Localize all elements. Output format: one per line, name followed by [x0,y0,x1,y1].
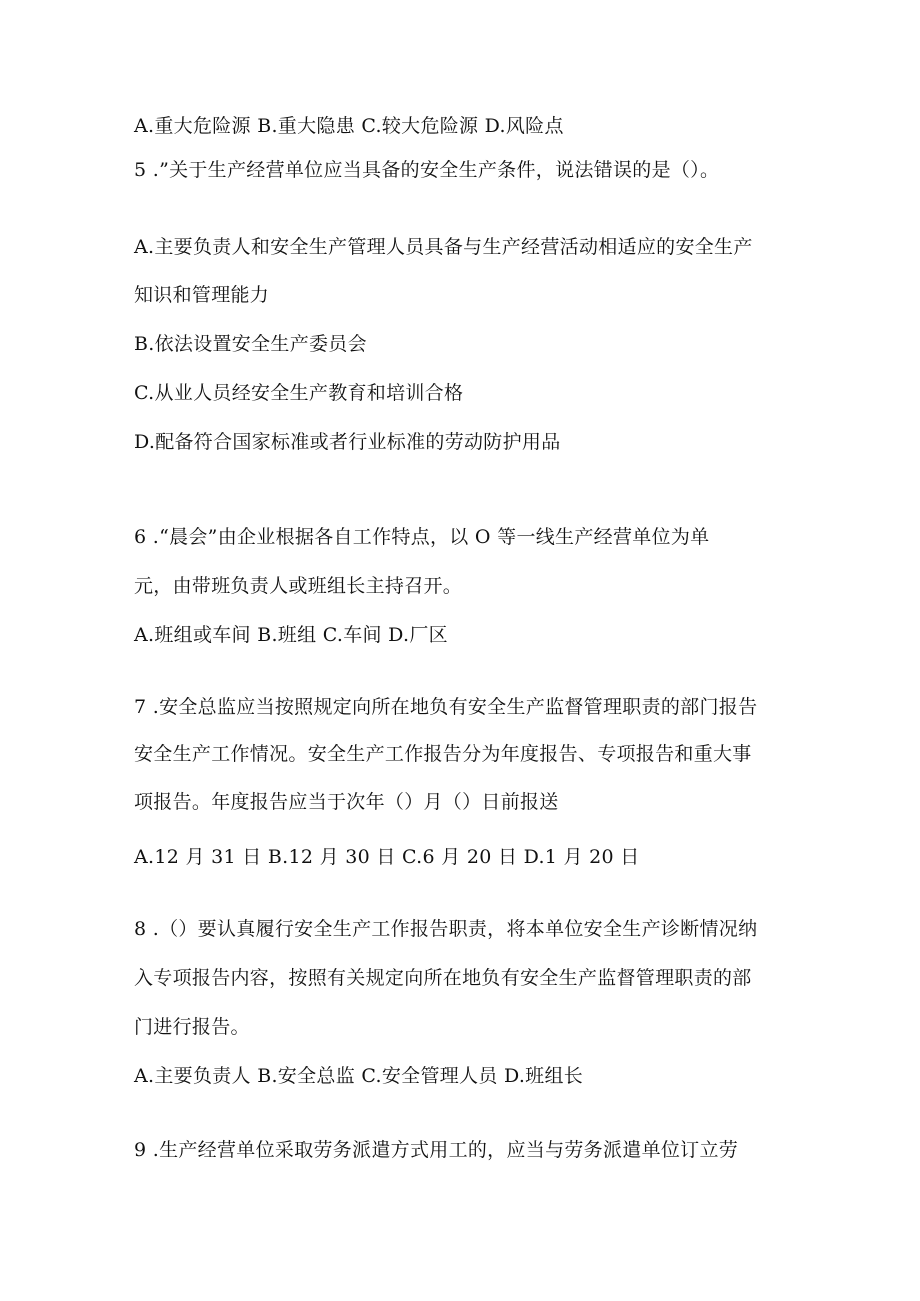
q6-question: 6 .“晨会”由企业根据各自工作特点，以 O 等一线生产经营单位为单 [134,526,710,548]
q5-option-a: A.主要负责人和安全生产管理人员具备与生产经营活动相适应的安全生产 [134,236,753,258]
q5-question: 5 .”关于生产经营单位应当具备的安全生产条件，说法错误的是（）。 [134,159,720,181]
q8-options: A.主要负责人 B.安全总监 C.安全管理人员 D.班组长 [134,1065,584,1087]
q5-option-c: C.从业人员经安全生产教育和培训合格 [134,382,464,404]
q8-question: 8 .（）要认真履行安全生产工作报告职责，将本单位安全生产诊断情况纳 [134,918,758,940]
q7-question-cont-1: 安全生产工作情况。安全生产工作报告分为年度报告、专项报告和重大事 [134,743,752,765]
q5-option-d: D.配备符合国家标准或者行业标准的劳动防护用品 [134,431,561,453]
q8-question-cont-1: 入专项报告内容，按照有关规定向所在地负有安全生产监督管理职责的部 [134,967,752,989]
q4-options: A.重大危险源 B.重大隐患 C.较大危险源 D.风险点 [134,115,564,137]
q7-question: 7 .安全总监应当按照规定向所在地负有安全生产监督管理职责的部门报告 [134,696,758,718]
q9-question: 9 .生产经营单位采取劳务派遣方式用工的，应当与劳务派遣单位订立劳 [134,1139,739,1161]
q8-question-cont-2: 门进行报告。 [134,1016,250,1038]
q6-options: A.班组或车间 B.班组 C.车间 D.厂区 [134,624,448,646]
q6-question-cont: 元，由带班负责人或班组长主持召开。 [134,575,463,597]
q7-options: A.12 月 31 日 B.12 月 30 日 C.6 月 20 日 D.1 月 20 日 [134,846,640,868]
q5-option-a-cont: 知识和管理能力 [134,284,270,306]
q7-question-cont-2: 项报告。年度报告应当于次年（）月（）日前报送 [134,791,559,813]
q5-option-b: B.依法设置安全生产委员会 [134,333,367,355]
